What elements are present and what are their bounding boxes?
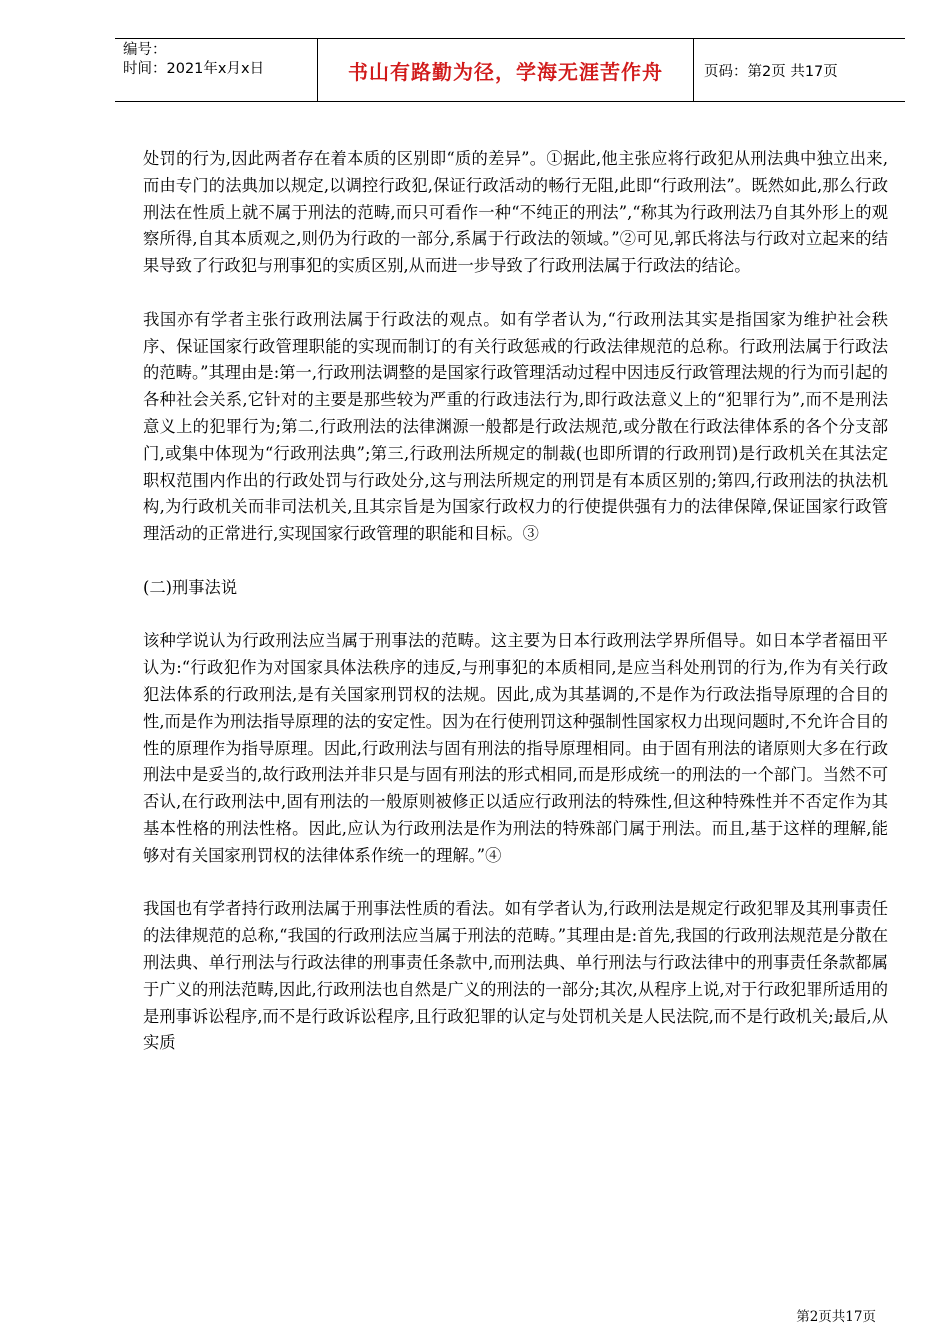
page-footer: 第2页共17页 [796,1309,876,1325]
section-heading: (二)刑事法说 [143,577,238,597]
page-header [115,38,905,102]
paragraph: 该种学说认为行政刑法应当属于刑事法的范畴。这主要为日本行政刑法学界所倡导。如日本学者福田平认为:“行政犯作为对国家具体法秩序的违反,与刑事犯的本质相同,是应当科处刑罚的行为,作为有关行政犯法体系的行政刑法,是有关国家刑罚权的法规。因此,成为其基调的,不是作为行政法指导原理的合目的性,而是作为刑法指导原理的法的安定性。因为在行使刑罚这种强制性国家权力出现问题时,不允许合目的性的原理作为指导原理。因此,行政刑法与固有刑法的指导原理相同。由于固有刑法的诸原则大多在行政刑法中是妥当的,故行政刑法并非只是与固有刑法的形式相同,而是形成统一的刑法的一个部门。当然不可否认,在行政刑法中,固有刑法的一般原则被修正以适应行政刑法的特殊性,但这种特殊性并不否定作为其基本性格的刑法性格。因此,应认为行政刑法是作为刑法的特殊部门属于刑法。而且,基于这样的理解,能够对有关国家刑罚权的法律体系作统一的理解。”④ [143,631,888,865]
header-motto: 书山有路勤为径，学海无涯苦作舟 [318,39,694,101]
header-page-info: 页码：第2页 共17页 [704,63,838,80]
paragraph: 我国也有学者持行政刑法属于刑事法性质的看法。如有学者认为,行政刑法是规定行政犯罪及其刑事责任的法律规范的总称,“我国的行政刑法应当属于刑法的范畴。”其理由是:首先,我国的行政刑法规范是分散在刑法典、单行刑法与行政法律的刑事责任条款中,而刑法典、单行刑法与行政法律中的刑事责任条款都属于广义的刑法范畴,因此,行政刑法也自然是广义的刑法的一部分;其次,从程序上说,对于行政犯罪所适用的是刑事诉讼程序,而不是行政诉讼程序,且行政犯罪的认定与处罚机关是人民法院,而不是行政机关;最后,从实质 [143,899,888,1053]
paragraph: 我国亦有学者主张行政刑法属于行政法的观点。如有学者认为,“行政刑法其实是指国家为维护社会秩序、保证国家行政管理职能的实现而制订的有关行政惩戒的行政法律规范的总称。行政刑法属于行政法的范畴。”其理由是:第一,行政刑法调整的是国家行政管理活动过程中因违反行政管理法规的行为而引起的各种社会关系,它针对的主要是那些较为严重的行政违法行为,即行政法意义上的“犯罪行为”,而不是刑法意义上的犯罪行为;第二,行政刑法的法律渊源一般都是行政法规范,或分散在行政法律体系的各个分支部门,或集中体现为“行政刑法典”;第三,行政刑法所规定的制裁(也即所谓的行政刑罚)是行政机关在其法定职权范围内作出的行政处罚与行政处分,这与刑法所规定的刑罚是有本质区别的;第四,行政刑法的执法机构,为行政机关而非司法机关,且其宗旨是为国家行政权力的行使提供强有力的法律保障,保证国家行政管理活动的正常进行,实现国家行政管理的职能和目标。③ [143,309,888,544]
document-body [143,146,888,1057]
paragraph: 处罚的行为,因此两者存在着本质的区别即“质的差异”。①据此,他主张应将行政犯从刑法典中独立出来,而由专门的法典加以规定,以调控行政犯,保证行政活动的畅行无阻,此即“行政刑法”。既然如此,那么行政刑法在性质上就不属于刑法的范畴,而只可看作一种“不纯正的刑法”,“称其为行政刑法乃自其外形上的观察所得,自其本质观之,则仍为行政的一部分,系属于行政法的领域。”②可见,郭氏将法与行政对立起来的结果导致了行政犯与刑事犯的实质区别,从而进一步导致了行政刑法属于行政法的结论。 [143,149,888,276]
header-meta [115,39,318,101]
document-time: 时间：2021年x月x日 [123,61,265,77]
document-number: 编号： [123,42,167,58]
